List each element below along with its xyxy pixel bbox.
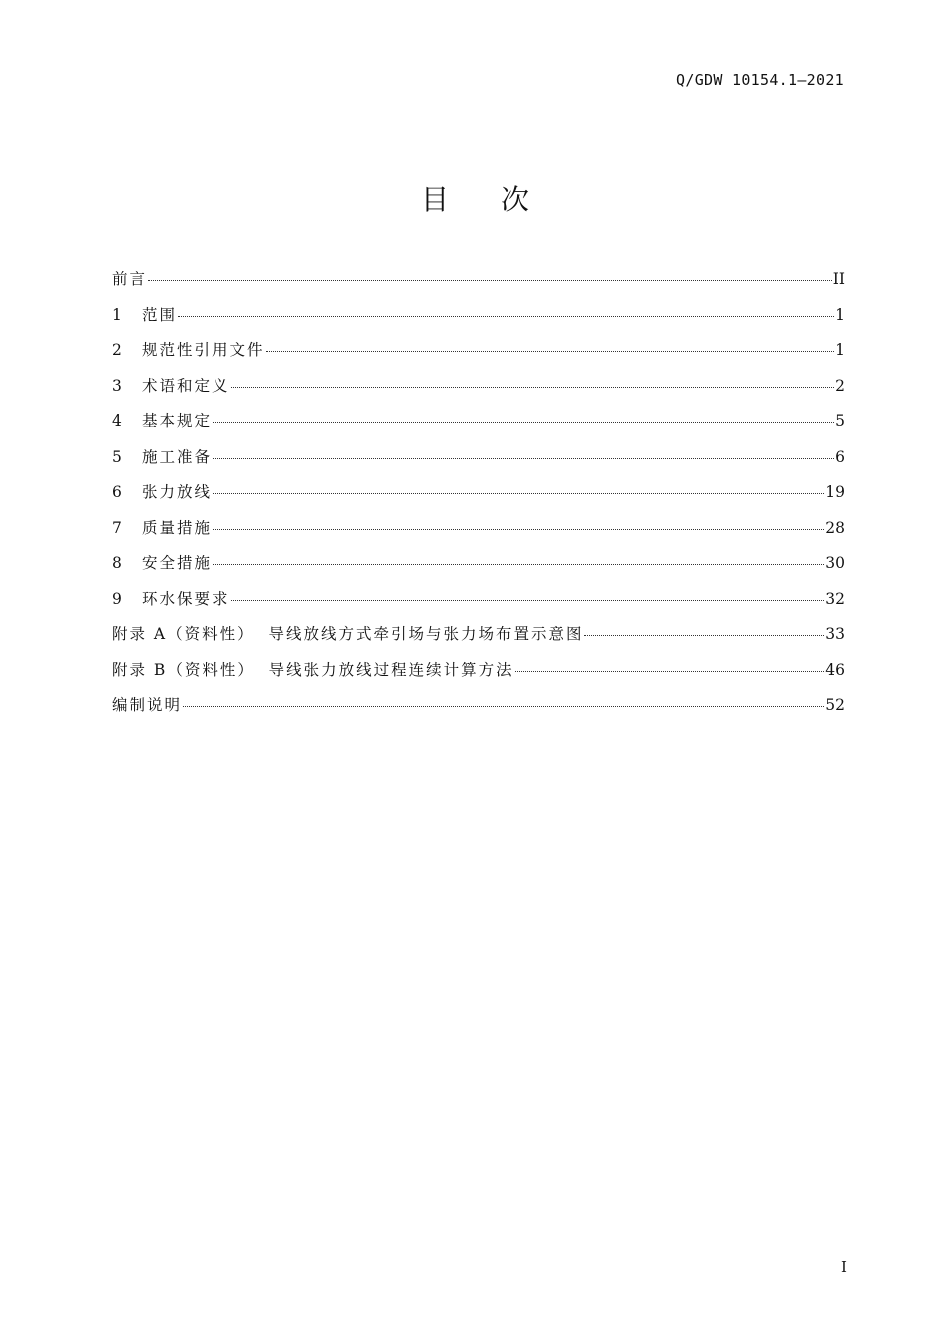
toc-entry-4[interactable] xyxy=(112,410,845,446)
toc-label: 环水保要求 xyxy=(142,589,230,608)
toc-page: 28 xyxy=(825,518,845,537)
toc-entry-appendix-a[interactable] xyxy=(112,623,845,659)
toc-entry-6[interactable] xyxy=(112,481,845,517)
toc-entry-preface[interactable] xyxy=(112,268,845,304)
dot-leader xyxy=(231,600,825,601)
toc-entry-5[interactable] xyxy=(112,446,845,482)
toc-number: 2 xyxy=(112,341,122,359)
toc-page: 52 xyxy=(825,696,845,714)
toc-label: 施工准备 xyxy=(142,447,213,466)
toc-page: 1 xyxy=(835,341,845,359)
toc-page: 6 xyxy=(835,447,845,466)
title-char-1: 目 xyxy=(420,183,449,216)
document-code: Q/GDW 10154.1—2021 xyxy=(676,71,844,89)
toc-label: 张力放线 xyxy=(142,483,213,501)
toc-page: 5 xyxy=(835,412,845,430)
dot-leader xyxy=(231,387,835,388)
toc-label: 附录 B（资料性） 导线张力放线过程连续计算方法 xyxy=(112,660,514,679)
toc-page: 1 xyxy=(835,305,845,324)
page-number: I xyxy=(841,1258,847,1276)
toc-page: 19 xyxy=(825,483,845,501)
title-char-2: 次 xyxy=(501,183,530,216)
toc-page: II xyxy=(832,270,845,288)
dot-leader xyxy=(213,564,824,565)
toc-label: 基本规定 xyxy=(142,412,213,430)
toc-entry-appendix-b[interactable] xyxy=(112,659,845,695)
toc-label: 规范性引用文件 xyxy=(142,341,265,359)
toc-page: 30 xyxy=(825,554,845,572)
toc-number: 3 xyxy=(112,376,122,395)
toc-entry-8[interactable] xyxy=(112,552,845,588)
toc-entry-7[interactable] xyxy=(112,517,845,553)
dot-leader xyxy=(148,280,832,281)
dot-leader xyxy=(183,706,824,707)
dot-leader xyxy=(515,671,825,672)
toc-label: 安全措施 xyxy=(142,554,213,572)
dot-leader xyxy=(213,529,824,530)
toc-entry-3[interactable] xyxy=(112,375,845,411)
toc-page: 32 xyxy=(825,589,845,608)
toc-page: 2 xyxy=(835,376,845,395)
toc-label: 术语和定义 xyxy=(142,376,230,395)
toc-label: 范围 xyxy=(142,305,178,324)
toc-number: 6 xyxy=(112,483,122,501)
toc-page: 46 xyxy=(825,660,845,679)
dot-leader xyxy=(584,635,824,636)
toc-entry-2[interactable] xyxy=(112,339,845,375)
toc-number: 9 xyxy=(112,589,122,608)
toc-entry-1[interactable] xyxy=(112,304,845,340)
table-of-contents xyxy=(112,268,845,730)
toc-label: 编制说明 xyxy=(112,696,183,714)
toc-page: 33 xyxy=(825,625,845,643)
toc-label: 附录 A（资料性） 导线放线方式牵引场与张力场布置示意图 xyxy=(112,625,584,643)
toc-label: 前言 xyxy=(112,270,148,288)
toc-label: 质量措施 xyxy=(142,518,213,537)
toc-number: 8 xyxy=(112,554,122,572)
toc-entry-9[interactable] xyxy=(112,588,845,624)
toc-number: 1 xyxy=(112,305,122,324)
toc-number: 4 xyxy=(112,412,122,430)
dot-leader xyxy=(213,493,824,494)
toc-number: 5 xyxy=(112,447,122,466)
dot-leader xyxy=(178,316,834,317)
page-title xyxy=(0,178,950,218)
dot-leader xyxy=(213,458,834,459)
toc-entry-explanation[interactable] xyxy=(112,694,845,730)
dot-leader xyxy=(266,351,835,352)
toc-number: 7 xyxy=(112,518,122,537)
dot-leader xyxy=(213,422,834,423)
